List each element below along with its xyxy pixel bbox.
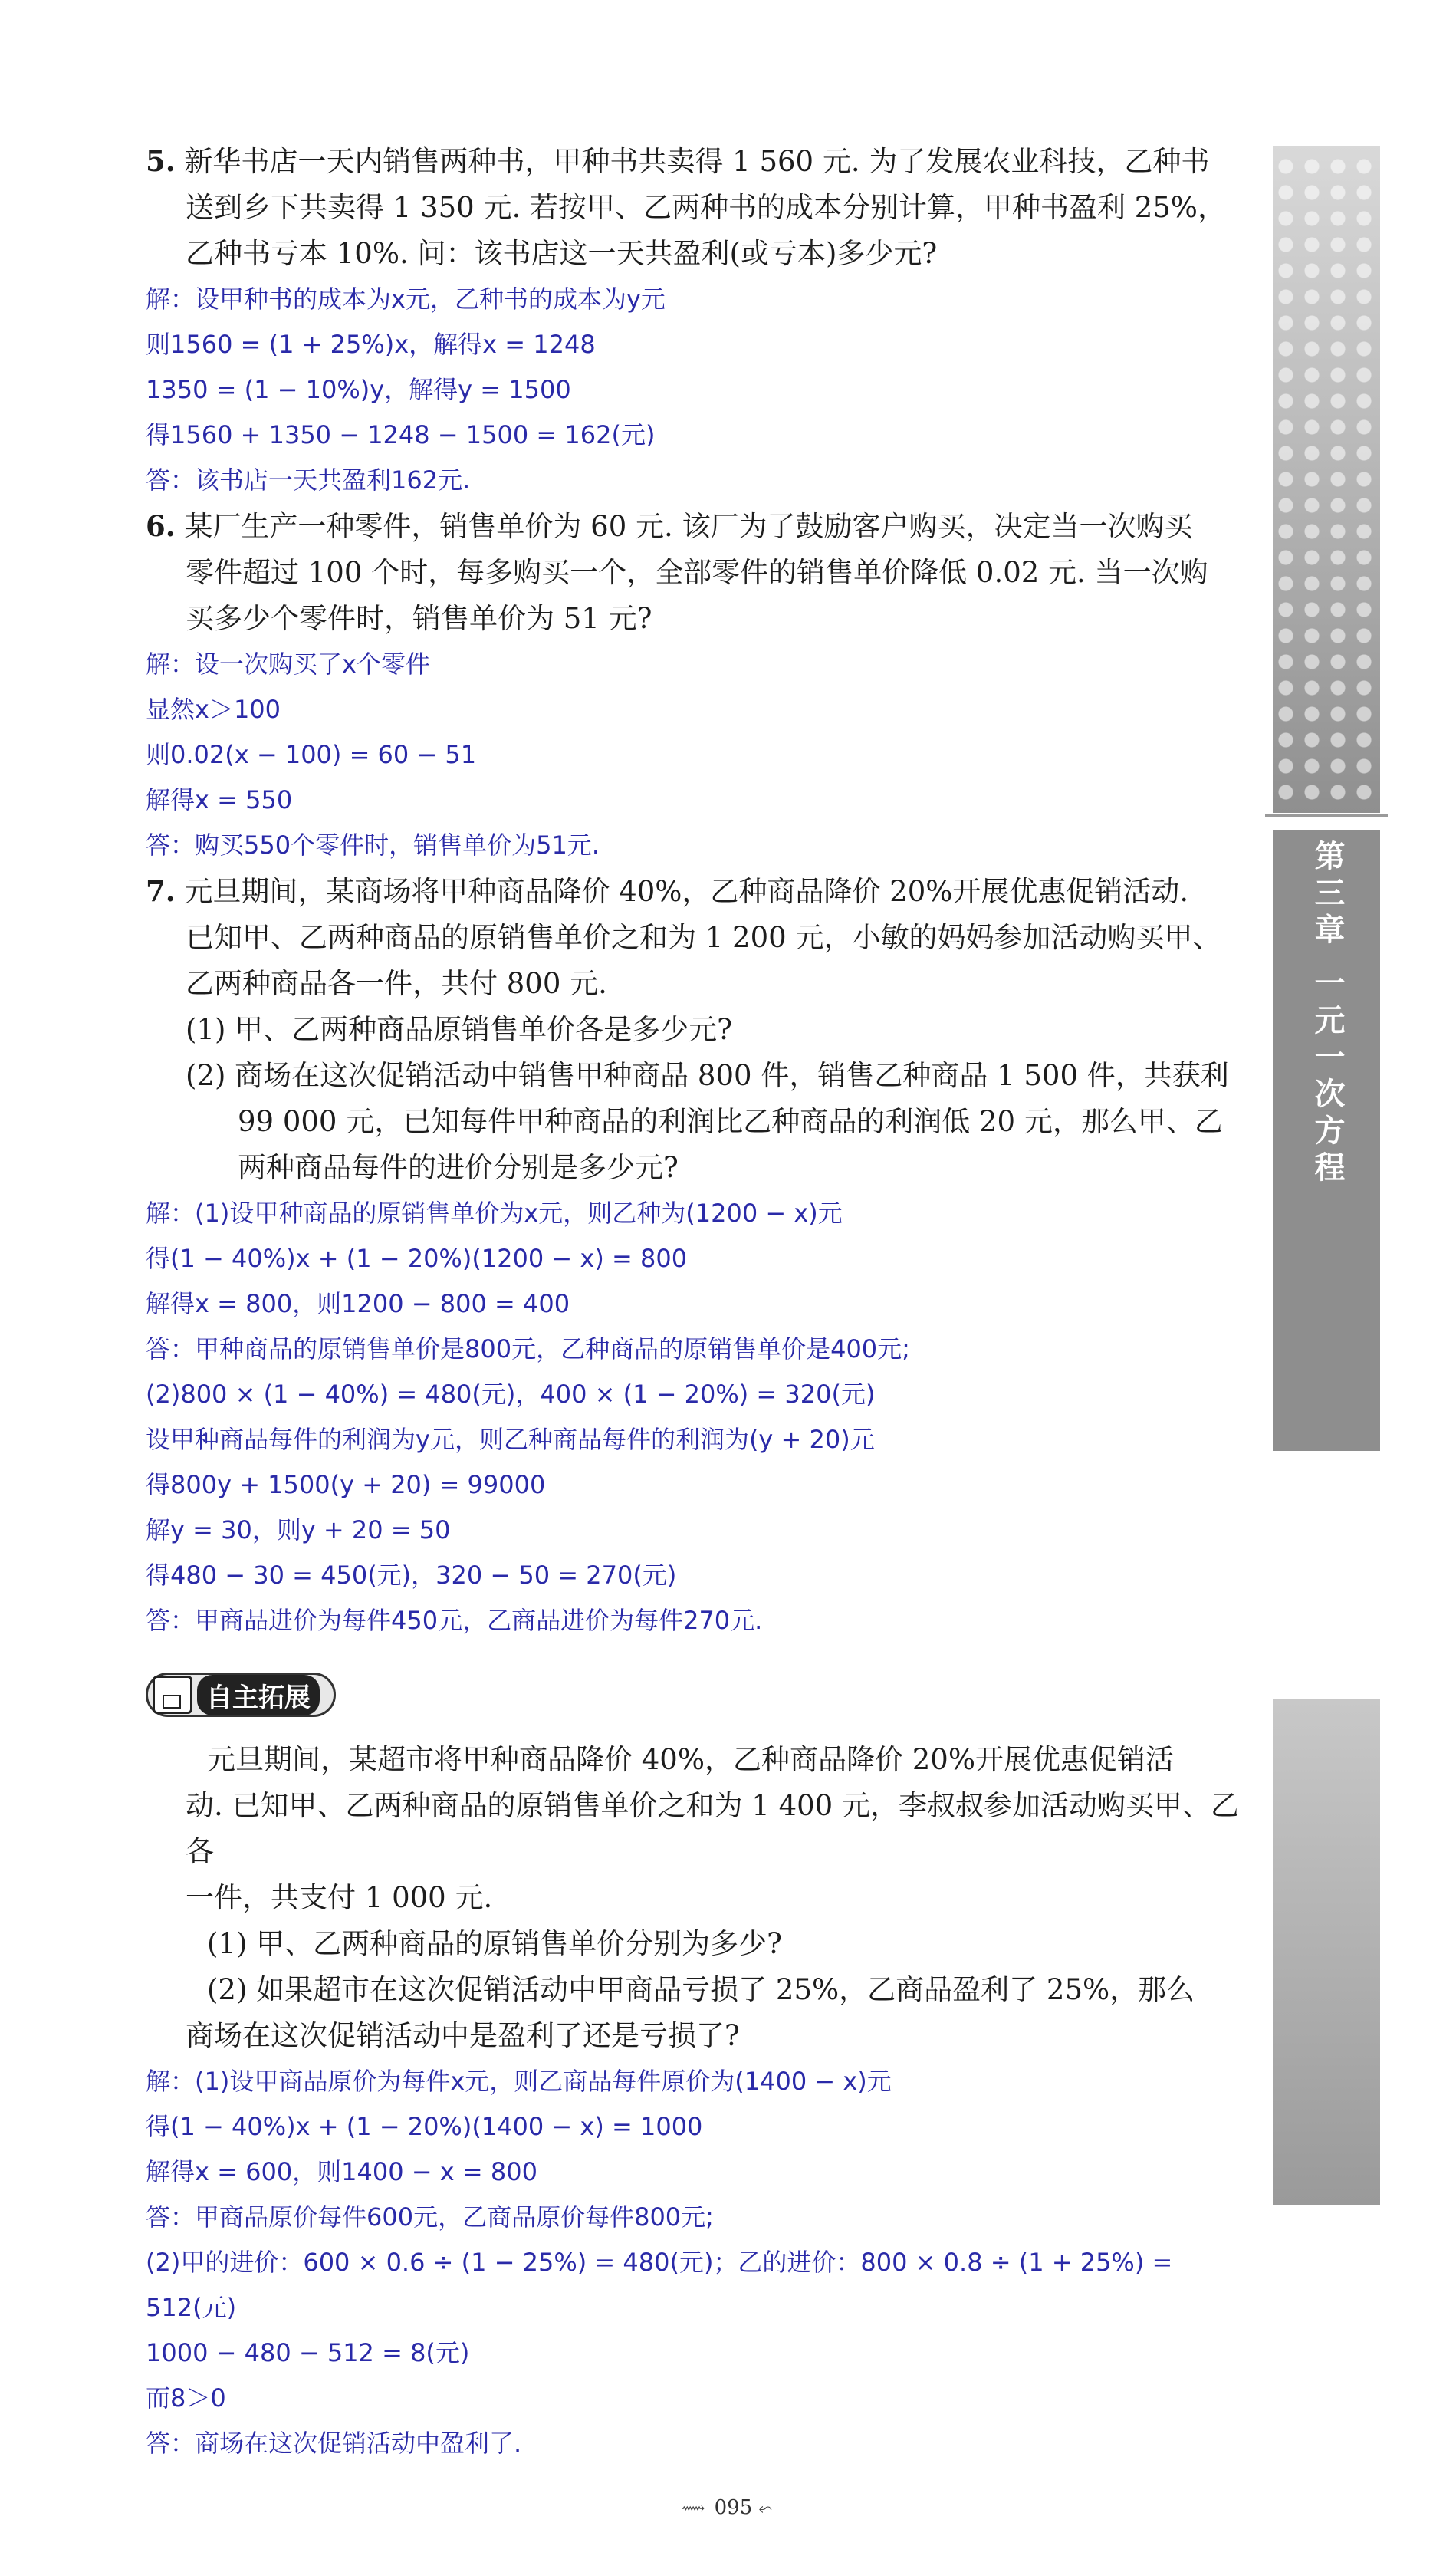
- question-text: 送到乡下共卖得 1 350 元. 若按甲、乙两种书的成本分别计算，甲种书盈利 25%，: [186, 191, 1226, 224]
- question-number: 5.: [146, 144, 176, 178]
- sub-question-2: (2) 商场在这次促销活动中销售甲种商品 800 件，销售乙种商品 1 500 件，共获利: [186, 1059, 1229, 1092]
- section-header: [146, 1673, 336, 1717]
- answer-line: 而8＞0: [146, 2383, 226, 2413]
- answer-line: (2)800 × (1 − 40%) = 480(元)，400 × (1 − 20%) = 320(元): [146, 1380, 876, 1409]
- side-decor-bottom: [1273, 1699, 1380, 2205]
- disk-icon: [153, 1676, 192, 1714]
- answer-line: 解得x = 550: [146, 785, 293, 814]
- page-content: [146, 138, 1250, 2466]
- answer-line: 解：设一次购买了x个零件: [146, 650, 430, 679]
- answer-line: 显然x＞100: [146, 695, 281, 724]
- sub-question-1: (1) 甲、乙两种商品原销售单价各是多少元?: [186, 1013, 733, 1046]
- question-text: 买多少个零件时，销售单价为 51 元?: [186, 602, 652, 635]
- question-7: [146, 868, 1250, 1643]
- question-text: 已知甲、乙两种商品的原销售单价之和为 1 200 元，小敏的妈妈参加活动购买甲、: [186, 921, 1221, 954]
- answer-line: 设甲种商品每件的利润为y元，则乙种商品每件的利润为(y + 20)元: [146, 1425, 875, 1454]
- chapter-label: 第三章 一元一次方程: [1310, 840, 1346, 1188]
- question-text: 元旦期间，某商场将甲种商品降价 40%，乙种商品降价 20%开展优惠促销活动.: [184, 875, 1189, 908]
- ornament-right-icon: ⬿: [758, 2499, 776, 2518]
- question-text: 一件，共支付 1 000 元.: [186, 1881, 493, 1914]
- ornament-left-icon: ⟿: [680, 2499, 708, 2518]
- answer-line: (2)甲的进价：600 × 0.6 ÷ (1 − 25%) = 480(元)；乙的进价：800 × 0.8 ÷ (1 + 25%) = 512(元): [146, 2248, 1173, 2322]
- question-text: 乙种书亏本 10%. 问：该书店这一天共盈利(或亏本)多少元?: [186, 237, 938, 270]
- answer-line: 得(1 − 40%)x + (1 − 20%)(1200 − x) = 800: [146, 1244, 688, 1273]
- answer-line: 解：(1)设甲种商品的原销售单价为x元，则乙种为(1200 − x)元: [146, 1199, 843, 1228]
- page-footer: [0, 2496, 1456, 2519]
- extension-problem: [146, 1737, 1250, 2466]
- sub-question-1: (1) 甲、乙两种商品的原销售单价分别为多少?: [207, 1927, 783, 1960]
- question-text: 零件超过 100 个时，每多购买一个，全部零件的销售单价降低 0.02 元. 当一次购: [186, 556, 1208, 589]
- answer-line: 得(1 − 40%)x + (1 − 20%)(1400 − x) = 1000: [146, 2112, 703, 2141]
- sub-question-2: 商场在这次促销活动中是盈利了还是亏损了?: [186, 2019, 740, 2052]
- answer-line: 答：该书店一天共盈利162元.: [146, 465, 471, 495]
- sub-question-2: 99 000 元，已知每件甲种商品的利润比乙种商品的利润低 20 元，那么甲、乙: [238, 1105, 1223, 1138]
- question-6: [146, 503, 1250, 868]
- question-5: [146, 138, 1250, 503]
- question-number: 6.: [146, 509, 176, 543]
- question-text: 动. 已知甲、乙两种商品的原销售单价之和为 1 400 元，李叔叔参加活动购买甲、乙各: [186, 1789, 1239, 1868]
- answer-line: 得480 − 30 = 450(元)，320 − 50 = 270(元): [146, 1561, 677, 1590]
- sub-question-2: (2) 如果超市在这次促销活动中甲商品亏损了 25%，乙商品盈利了 25%，那么: [207, 1973, 1195, 2006]
- answer-line: 1000 − 480 − 512 = 8(元): [146, 2338, 470, 2367]
- answer-line: 解：(1)设甲商品原价为每件x元，则乙商品每件原价为(1400 − x)元: [146, 2067, 892, 2096]
- question-text: 某厂生产一种零件，销售单价为 60 元. 该厂为了鼓励客户购买，决定当一次购买: [184, 510, 1193, 543]
- question-text: 新华书店一天内销售两种书，甲种书共卖得 1 560 元. 为了发展农业科技，乙种书: [184, 145, 1210, 178]
- answer-line: 得1560 + 1350 − 1248 − 1500 = 162(元): [146, 420, 656, 449]
- side-divider: [1265, 814, 1388, 817]
- question-number: 7.: [146, 874, 176, 908]
- answer-line: 解y = 30，则y + 20 = 50: [146, 1515, 451, 1544]
- answer-line: 得800y + 1500(y + 20) = 99000: [146, 1470, 546, 1499]
- page-number: 095: [714, 2496, 753, 2519]
- answer-line: 解得x = 600，则1400 − x = 800: [146, 2157, 537, 2186]
- side-decor-dots: [1273, 153, 1380, 805]
- answer-line: 解得x = 800，则1200 − 800 = 400: [146, 1289, 570, 1318]
- answer-line: 答：商场在这次促销活动中盈利了.: [146, 2429, 522, 2458]
- answer-line: 答：购买550个零件时，销售单价为51元.: [146, 831, 600, 860]
- answer-line: 答：甲种商品的原销售单价是800元，乙种商品的原销售单价是400元;: [146, 1334, 910, 1363]
- question-text: 乙两种商品各一件，共付 800 元.: [186, 967, 607, 1000]
- answer-line: 解：设甲种书的成本为x元，乙种书的成本为y元: [146, 285, 666, 314]
- answer-line: 答：甲商品原价每件600元，乙商品原价每件800元;: [146, 2202, 714, 2232]
- answer-line: 则0.02(x − 100) = 60 − 51: [146, 740, 477, 769]
- answer-line: 则1560 = (1 + 25%)x，解得x = 1248: [146, 330, 596, 359]
- answer-line: 答：甲商品进价为每件450元，乙商品进价为每件270元.: [146, 1606, 763, 1635]
- section-title: 自主拓展: [197, 1675, 320, 1715]
- sub-question-2: 两种商品每件的进价分别是多少元?: [238, 1151, 679, 1184]
- question-text: 元旦期间，某超市将甲种商品降价 40%，乙种商品降价 20%开展优惠促销活: [207, 1743, 1174, 1776]
- answer-line: 1350 = (1 − 10%)y，解得y = 1500: [146, 375, 571, 404]
